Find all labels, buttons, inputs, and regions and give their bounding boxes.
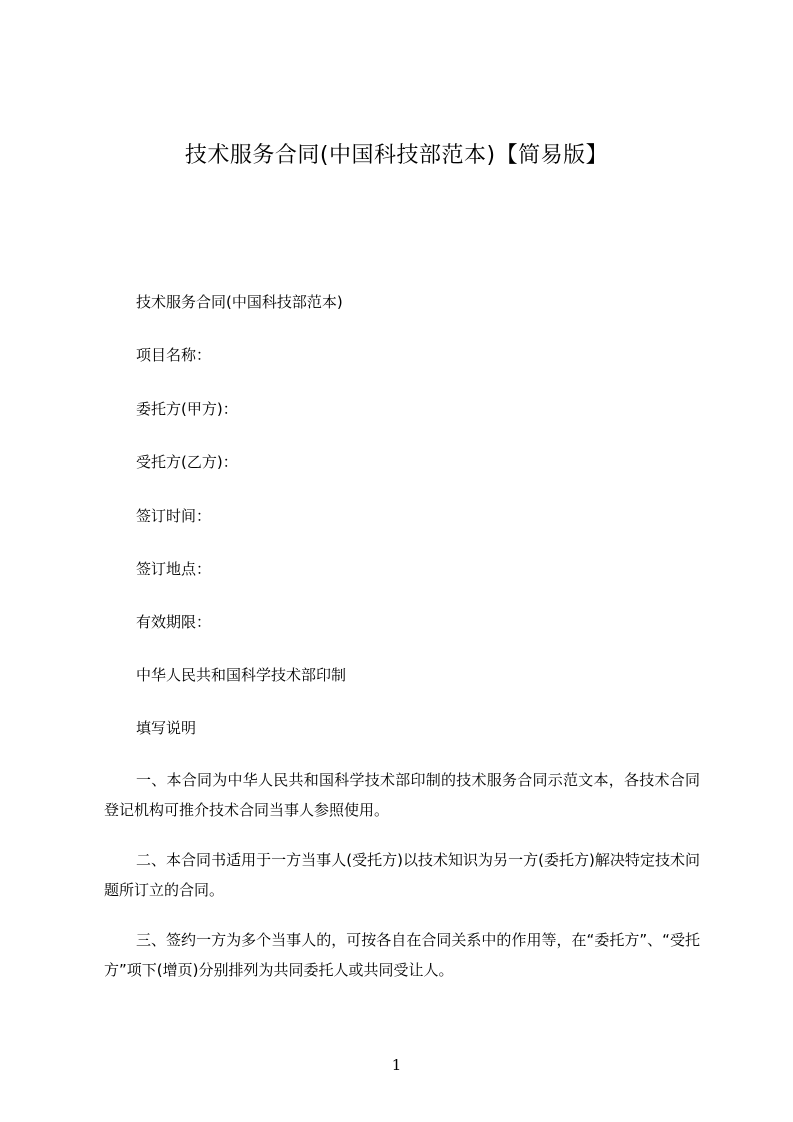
instructions-heading: 填写说明 [136,719,197,737]
instruction-paragraph-2: 二、本合同书适用于一方当事人(受托方)以技术知识为另一方(委托方)解决特定技术问题所订立的合同。 [104,851,700,899]
validity-period-field: 有效期限： [136,613,212,631]
client-party-field: 委托方(甲方)： [136,400,238,418]
instruction-paragraph-1: 一、本合同为中华人民共和国科学技术部印制的技术服务合同示范文本，各技术合同登记机构可推介技术合同当事人参照使用。 [104,771,700,819]
subtitle-line: 技术服务合同(中国科技部范本) [136,293,343,311]
signing-place-field: 签订地点： [136,560,212,578]
signing-time-field: 签订时间： [136,507,212,525]
instruction-paragraph-3: 三、签约一方为多个当事人的，可按各自在合同关系中的作用等，在“委托方”、“受托方”项下(增页)分别排列为共同委托人或共同受让人。 [104,931,700,979]
document-title: 技术服务合同(中国科技部范本)【简易版】 [184,143,609,168]
page-number: 1 [391,1056,402,1074]
project-name-field: 项目名称： [136,346,212,364]
printer-line: 中华人民共和国科学技术部印制 [136,666,347,684]
contractor-party-field: 受托方(乙方)： [136,453,238,471]
